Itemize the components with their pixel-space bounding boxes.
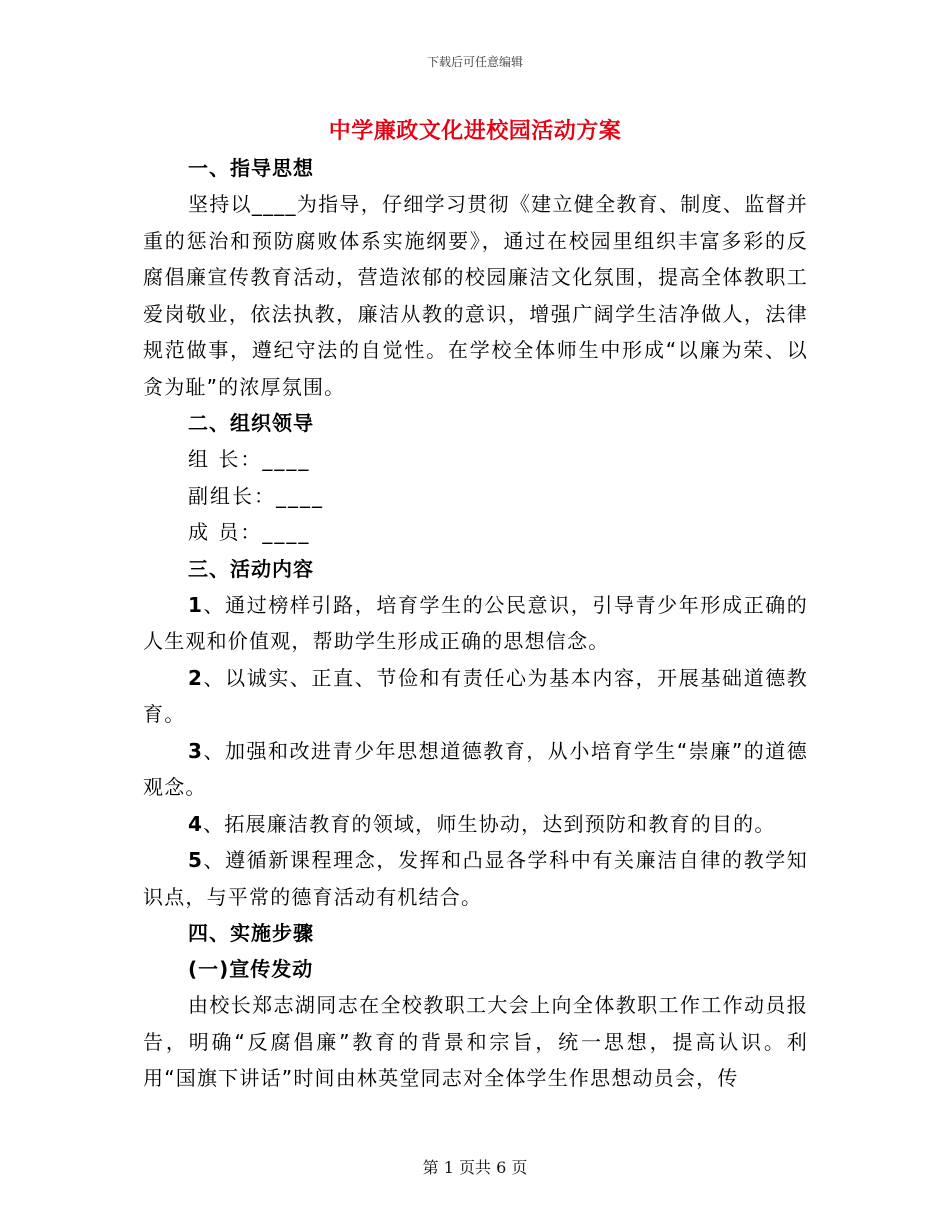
activity-item-number: 5: [188, 848, 204, 872]
paragraph-guiding-ideology: 坚持以____为指导，仔细学习贯彻《建立健全教育、制度、监督并重的惩治和预防腐败体系实施纲要》，通过在校园里组织丰富多彩的反腐倡廉宣传教育活动，营造浓郁的校园廉洁文化氛围，提高全体教职工爱岗敬业，依法执教，廉洁从教的意识，增强广阔学生洁净做人，法律规范做事，遵纪守法的自觉性。在学校全体师生中形成“以廉为荣、以贪为耻”的浓厚氛围。: [143, 192, 808, 399]
activity-item: [143, 842, 808, 915]
header-note: 下载后可任意编辑: [426, 55, 523, 69]
deputy-leader-line: 副组长：____: [188, 483, 324, 508]
activity-item-text: 、以诚实、正直、节俭和有责任心为基本内容，开展基础道德教育。: [143, 665, 808, 726]
activity-item-text: 、加强和改进青少年思想道德教育，从小培育学生“崇廉”的道德观念。: [143, 738, 808, 799]
activity-item: [143, 660, 808, 733]
leader-line: 组 长：____: [188, 447, 311, 471]
activity-item-number: 3: [188, 738, 204, 763]
activity-item-number: 4: [188, 811, 204, 836]
members-line: 成 员：____: [188, 520, 311, 544]
activity-item-text: 、拓展廉洁教育的领域，师生协动，达到预防和教育的目的。: [203, 811, 776, 836]
section-heading-organization: 二、组织领导: [188, 411, 314, 435]
section-heading-implementation: 四、实施步骤: [188, 921, 314, 945]
subheading-publicity: (一)宣传发动: [188, 957, 314, 981]
paragraph-publicity: 由校长郑志湖同志在全校教职工大会上向全体教职工作工作动员报告，明确“反腐倡廉”教育的背景和宗旨，统一思想，提高认识。利用“国旗下讲话”时间由林英堂同志对全体学生作思想动员会，传: [143, 993, 808, 1090]
activity-item-text: 、遵循新课程理念，发挥和凸显各学科中有关廉洁自律的教学知识点，与平常的德育活动有机结合。: [143, 848, 808, 909]
activity-item: [143, 587, 808, 660]
page-number: 第 1 页共 6 页: [422, 1158, 528, 1177]
activity-item-text: 、通过榜样引路，培育学生的公民意识，引导青少年形成正确的人生观和价值观，帮助学生形成正确的思想信念。: [143, 592, 808, 653]
activity-item: [143, 806, 808, 843]
section-heading-guiding-ideology: 一、指导思想: [188, 156, 314, 180]
activity-item: [143, 733, 808, 806]
activity-item-number: 1: [188, 592, 204, 617]
activity-item-number: 2: [188, 665, 204, 690]
document-title: 中学廉政文化进校园活动方案: [328, 119, 622, 144]
section-heading-activities: 三、活动内容: [188, 556, 314, 581]
document-body: [143, 150, 808, 1097]
